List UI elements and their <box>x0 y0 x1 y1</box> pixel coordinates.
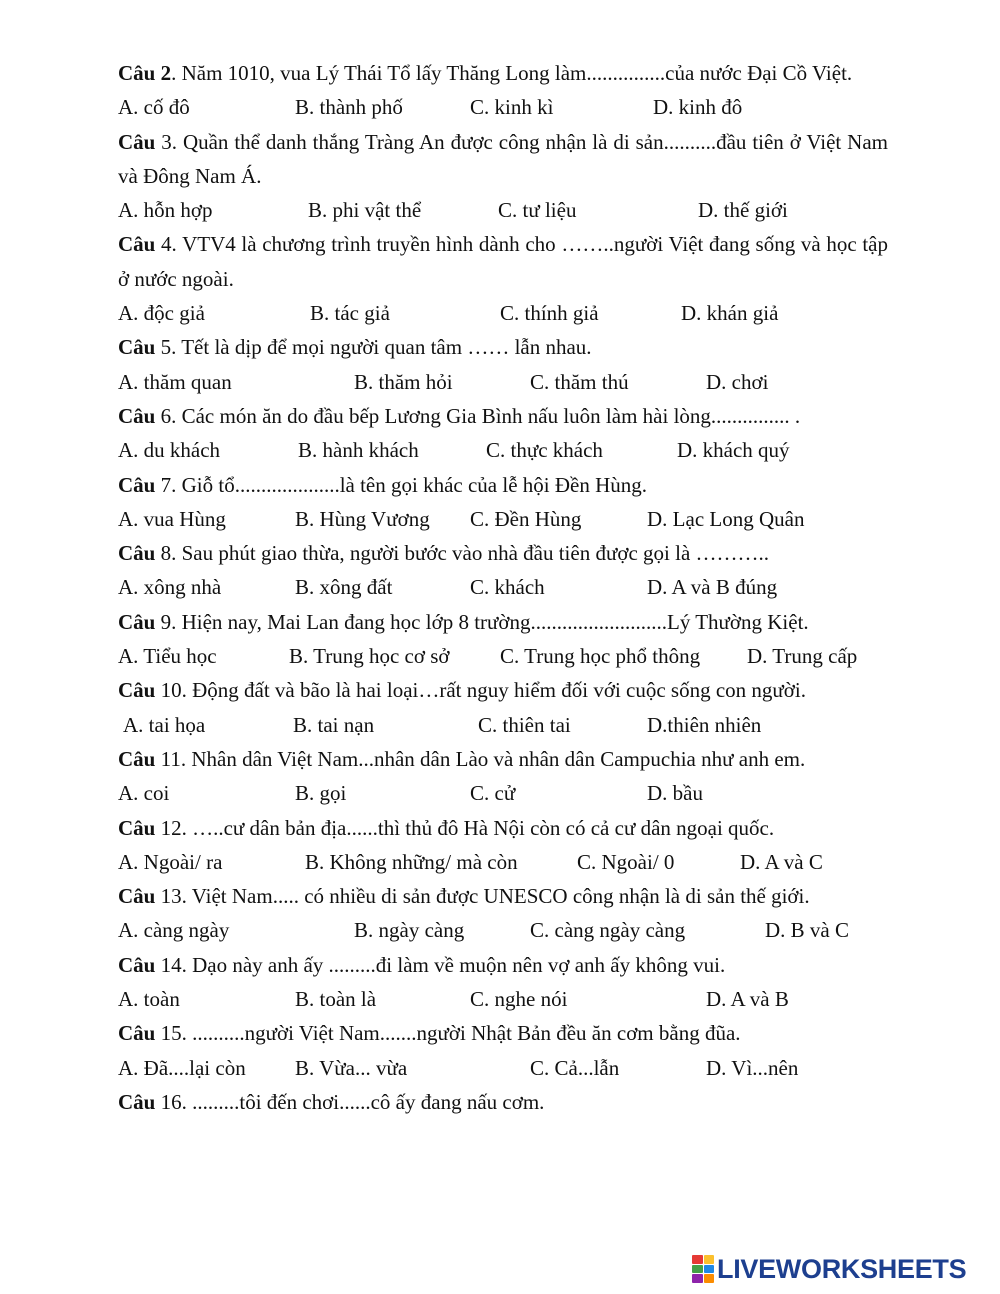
question-number: Câu <box>118 952 156 977</box>
question-number: Câu 2 <box>118 61 172 85</box>
answer-option-a[interactable]: A. thăm quan <box>118 369 232 394</box>
question-7 <box>118 468 888 502</box>
answer-option-d[interactable]: D. A và B <box>706 987 789 1012</box>
question-text: 3. Quần thể danh thắng Tràng An được công nhận là di sản..........đầu tiên ở Việt Nam và Đông Nam Á. <box>118 129 888 188</box>
answer-option-a[interactable]: A. độc giả <box>118 301 205 326</box>
answer-options <box>118 433 888 467</box>
question-number: Câu <box>118 609 156 634</box>
answer-options <box>118 502 888 536</box>
liveworksheets-logo <box>692 1252 966 1286</box>
answer-option-b[interactable]: B. thăm hỏi <box>354 369 453 394</box>
answer-option-c[interactable]: C. kinh kì <box>470 95 554 120</box>
answer-option-a[interactable]: A. coi <box>118 781 170 806</box>
question-text: 10. Động đất và bão là hai loại…rất nguy hiểm đối với cuộc sống con người. <box>155 678 806 703</box>
question-2 <box>118 56 888 90</box>
answer-option-a[interactable]: A. toàn <box>118 987 180 1012</box>
answer-option-c[interactable]: C. càng ngày càng <box>530 918 686 943</box>
answer-option-b[interactable]: B. tai nạn <box>293 712 375 737</box>
answer-option-d[interactable]: D. khán giả <box>681 301 779 326</box>
question-14 <box>118 948 888 982</box>
answer-option-d[interactable]: D. thế giới <box>698 198 788 223</box>
logo-tile <box>704 1255 715 1264</box>
question-number: Câu <box>118 472 156 497</box>
question-number: Câu <box>118 541 156 566</box>
question-text: 4. VTV4 là chương trình truyền hình dành cho ……..người Việt đang sống và học tập ở nước ngoài. <box>118 232 888 291</box>
answer-options <box>118 845 888 879</box>
question-text: 14. Dạo này anh ấy .........đi làm về muộn nên vợ anh ấy không vui. <box>155 952 726 977</box>
question-12 <box>118 811 888 845</box>
answer-option-b[interactable]: B. Hùng Vương <box>295 506 430 531</box>
answer-option-b[interactable]: B. gọi <box>295 781 347 806</box>
question-number: Câu <box>118 678 156 703</box>
question-number: Câu <box>118 403 156 428</box>
question-9 <box>118 605 888 639</box>
answer-option-c[interactable]: C. thăm thú <box>530 369 629 394</box>
answer-option-c[interactable]: C. thực khách <box>486 438 603 463</box>
liveworksheets-mark-icon <box>692 1255 714 1283</box>
answer-options <box>118 639 888 673</box>
answer-option-c[interactable]: C. Cả...lẫn <box>530 1055 620 1080</box>
answer-options <box>118 365 888 399</box>
answer-option-d[interactable]: D. A và C <box>740 849 823 874</box>
answer-option-b[interactable]: B. phi vật thể <box>308 198 422 223</box>
answer-option-a[interactable]: A. cố đô <box>118 95 190 120</box>
question-number: Câu <box>118 746 156 771</box>
logo-tile <box>692 1255 703 1264</box>
answer-option-b[interactable]: B. thành phố <box>295 95 403 120</box>
liveworksheets-brand: LIVEWORKSHEETS <box>717 1253 967 1284</box>
logo-tile <box>704 1274 715 1283</box>
logo-tile <box>704 1265 715 1274</box>
answer-option-a[interactable]: A. hỗn hợp <box>118 198 213 223</box>
answer-option-c[interactable]: C. Đền Hùng <box>470 506 582 531</box>
question-text: 6. Các món ăn do đầu bếp Lương Gia Bình nấu luôn làm hài lòng............... . <box>155 403 801 428</box>
question-number: Câu <box>118 1089 156 1114</box>
question-3 <box>118 125 888 194</box>
answer-option-b[interactable]: B. hành khách <box>298 438 419 463</box>
question-15 <box>118 1016 888 1050</box>
answer-option-d[interactable]: D. khách quý <box>677 438 790 463</box>
answer-option-c[interactable]: C. cử <box>470 781 516 806</box>
question-number: Câu <box>118 232 156 257</box>
answer-options <box>118 90 888 124</box>
answer-options <box>118 776 888 810</box>
question-4 <box>118 227 888 296</box>
answer-option-a[interactable]: A. vua Hùng <box>118 506 226 531</box>
answer-option-c[interactable]: C. tư liệu <box>498 198 577 223</box>
answer-option-b[interactable]: B. toàn là <box>295 987 377 1012</box>
answer-option-a[interactable]: A. tai họa <box>123 712 206 737</box>
answer-option-c[interactable]: C. nghe nói <box>470 987 568 1012</box>
answer-option-a[interactable]: A. càng ngày <box>118 918 230 943</box>
answer-options <box>118 913 888 947</box>
answer-options <box>118 570 888 604</box>
question-number: Câu <box>118 1021 156 1046</box>
answer-option-d[interactable]: D. A và B đúng <box>647 575 778 600</box>
answer-option-a[interactable]: A. Tiểu học <box>118 644 217 669</box>
answer-options <box>118 708 888 742</box>
answer-option-d[interactable]: D. bầu <box>647 781 703 806</box>
question-11 <box>118 742 888 776</box>
question-number: Câu <box>118 815 156 840</box>
answer-option-b[interactable]: B. Trung học cơ sở <box>289 644 450 669</box>
question-5 <box>118 330 888 364</box>
question-text: 8. Sau phút giao thừa, người bước vào nhà đầu tiên được gọi là ……….. <box>155 541 770 566</box>
answer-option-c[interactable]: C. Trung học phổ thông <box>500 644 701 669</box>
question-text: 15. ..........người Việt Nam.......người Nhật Bản đều ăn cơm bằng đũa. <box>155 1021 741 1046</box>
answer-options <box>118 296 888 330</box>
answer-option-b[interactable]: B. xông đất <box>295 575 393 600</box>
question-text: 5. Tết là dịp để mọi người quan tâm …… lẫn nhau. <box>155 335 592 360</box>
question-number: Câu <box>118 884 156 909</box>
question-text: 11. Nhân dân Việt Nam...nhân dân Lào và nhân dân Campuchia như anh em. <box>155 746 806 771</box>
answer-option-d[interactable]: D. Lạc Long Quân <box>647 506 805 531</box>
question-text: 7. Giỗ tổ....................là tên gọi khác của lễ hội Đền Hùng. <box>155 472 648 497</box>
question-16 <box>118 1085 888 1119</box>
question-10 <box>118 673 888 707</box>
question-6 <box>118 399 888 433</box>
answer-option-c[interactable]: C. khách <box>470 575 545 600</box>
answer-option-c[interactable]: C. Ngoài/ 0 <box>577 849 675 874</box>
question-number: Câu <box>118 335 156 360</box>
answer-option-d[interactable]: D.thiên nhiên <box>647 712 762 737</box>
answer-option-a[interactable]: A. Đã....lại còn <box>118 1055 246 1080</box>
answer-option-b[interactable]: B. tác giả <box>310 301 390 326</box>
question-text: 16. .........tôi đến chơi......cô ấy đang nấu cơm. <box>155 1089 545 1114</box>
answer-options <box>118 982 888 1016</box>
logo-tile <box>692 1274 703 1283</box>
answer-option-a[interactable]: A. xông nhà <box>118 575 222 600</box>
question-text: 9. Hiện nay, Mai Lan đang học lớp 8 trường..........................Lý Thường Kiệt. <box>155 609 809 634</box>
question-text: 12. …..cư dân bản địa......thì thủ đô Hà Nội còn có cả cư dân ngoại quốc. <box>155 815 775 840</box>
answer-option-b[interactable]: B. Không những/ mà còn <box>305 849 518 874</box>
worksheet-page <box>118 56 888 1119</box>
answer-option-c[interactable]: C. thính giả <box>500 301 599 326</box>
question-text: . Năm 1010, vua Lý Thái Tổ lấy Thăng Long làm...............của nước Đại Cồ Việt. <box>171 61 853 85</box>
answer-option-a[interactable]: A. du khách <box>118 438 221 463</box>
question-text: 13. Việt Nam..... có nhiều di sản được UNESCO công nhận là di sản thế giới. <box>155 884 810 909</box>
answer-option-d[interactable]: D. kinh đô <box>653 95 743 120</box>
answer-option-c[interactable]: C. thiên tai <box>478 712 571 737</box>
answer-option-d[interactable]: D. Trung cấp <box>747 644 858 669</box>
answer-option-d[interactable]: D. Vì...nên <box>706 1055 799 1080</box>
question-number: Câu <box>118 129 156 154</box>
answer-options <box>118 1051 888 1085</box>
answer-options <box>118 193 888 227</box>
answer-option-b[interactable]: B. ngày càng <box>354 918 465 943</box>
logo-tile <box>692 1265 703 1274</box>
answer-option-b[interactable]: B. Vừa... vừa <box>295 1055 408 1080</box>
question-8 <box>118 536 888 570</box>
question-13 <box>118 879 888 913</box>
answer-option-a[interactable]: A. Ngoài/ ra <box>118 849 223 874</box>
answer-option-d[interactable]: D. B và C <box>765 918 849 943</box>
answer-option-d[interactable]: D. chơi <box>706 369 769 394</box>
